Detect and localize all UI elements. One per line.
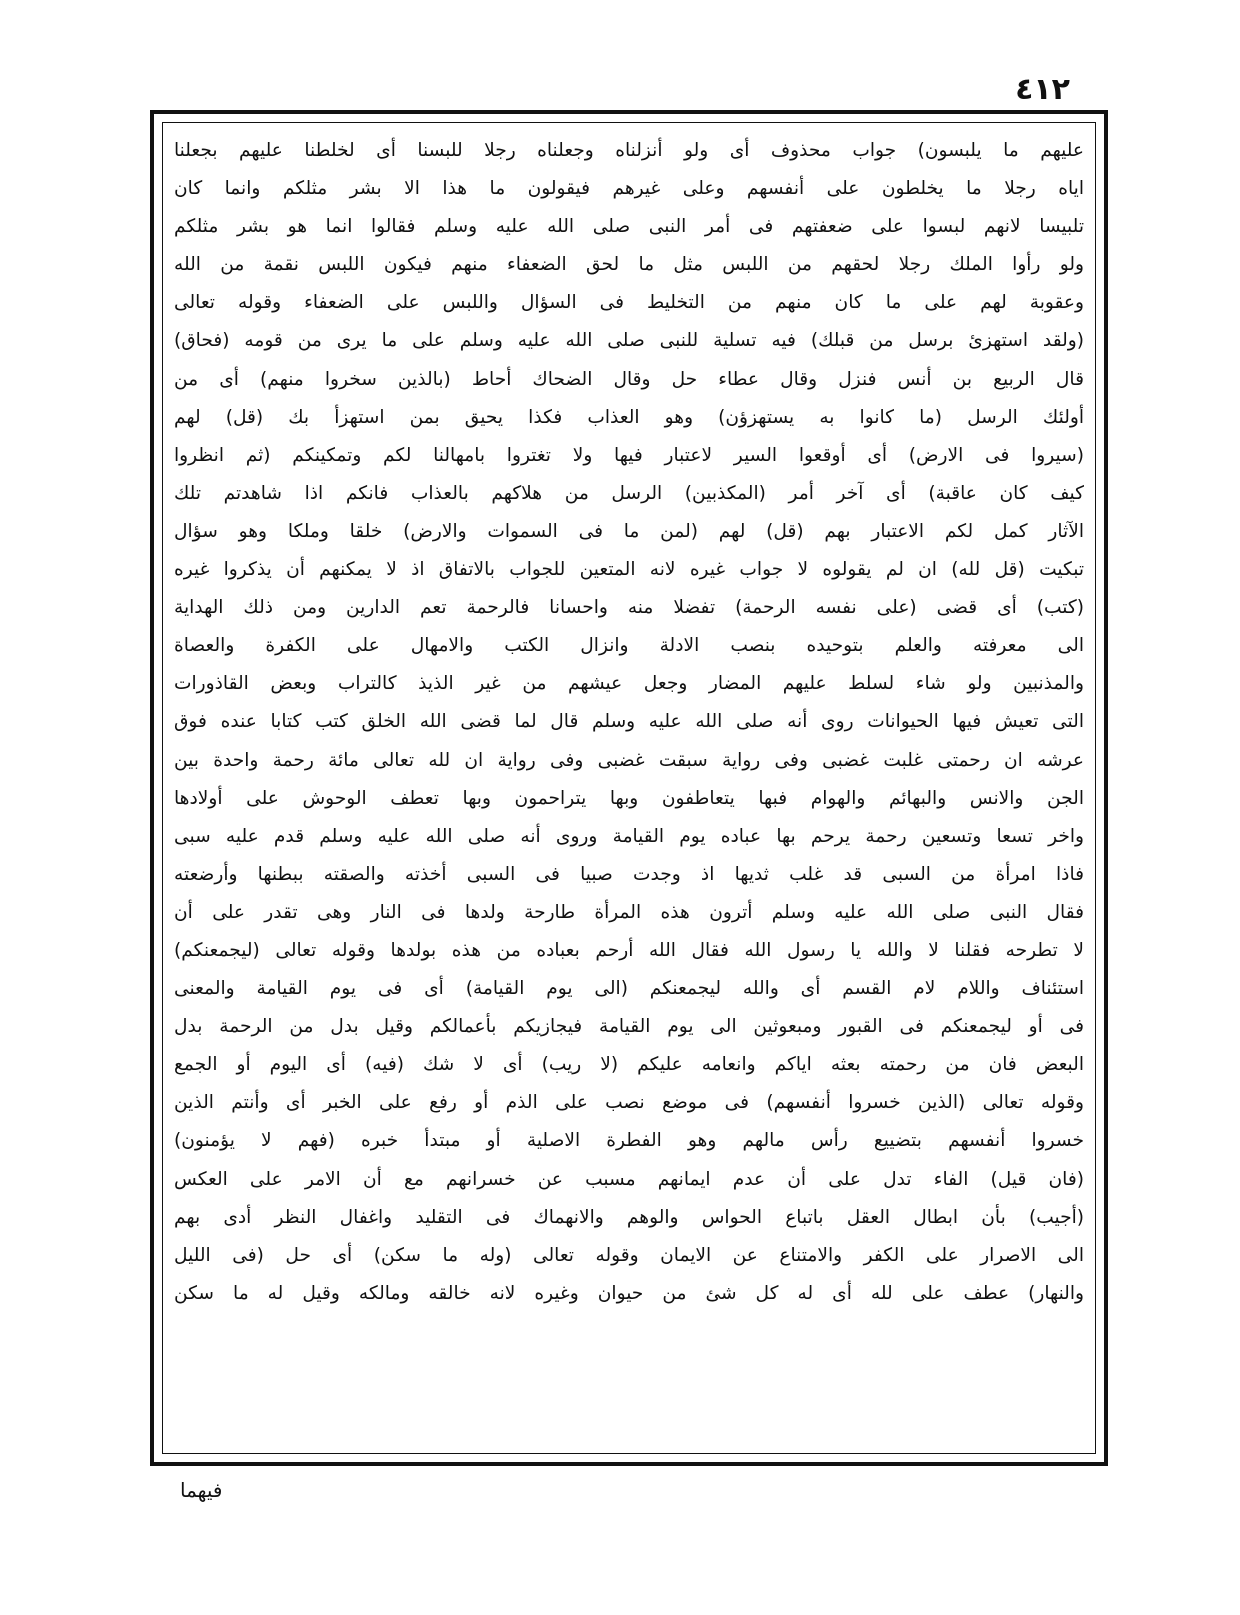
text-line: فاذا امرأة من السبى قد غلب ثديها اذ وجدت صبيا فى السبى أخذته والصقته ببطنها وأرضعته [174, 863, 1084, 885]
text-line: تلبيسا لانهم لبسوا على ضعفتهم فى أمر النبى صلى الله عليه وسلم فقالوا انما هو بشر مثلكم [174, 216, 1084, 238]
text-line: فقال النبى صلى الله عليه وسلم أترون هذه المرأة طارحة ولدها فى النار وهى تقدر على أن [174, 901, 1084, 923]
text-line: أولئك الرسل (ما كانوا به يستهزؤن) وهو العذاب فكذا يحيق بمن استهزأ بك (قل) لهم [174, 406, 1084, 428]
text-line: (فان قيل) الفاء تدل على أن عدم ايمانهم مسبب عن خسرانهم مع أن الامر على العكس [174, 1168, 1084, 1190]
text-line: الجن والانس والبهائم والهوام فبها يتعاطفون وبها يتراحمون وبها تعطف الوحوش على أولادها [174, 787, 1084, 809]
text-line: (ولقد استهزئ برسل من قبلك) فيه تسلية للنبى صلى الله عليه وسلم على ما يرى من قومه (فحاق) [174, 330, 1084, 352]
text-line: فى أو ليجمعنكم فى القبور ومبعوثين الى يوم القيامة فيجازيكم بأعمالكم وقيل بدل من الرحمة بدل [174, 1016, 1084, 1038]
text-line: استئناف واللام لام القسم أى والله ليجمعنكم (الى يوم القيامة) أى فى يوم القيامة والمعنى [174, 978, 1084, 1000]
catchword: فيهما [180, 1478, 223, 1502]
body-text [174, 132, 1084, 1448]
text-line: قال الربيع بن أنس فنزل وقال عطاء حل وقال الضحاك أحاط (بالذين سخروا منهم) أى من [174, 368, 1084, 390]
text-line: عرشه ان رحمتى غلبت غضبى وفى رواية سبقت غضبى وفى رواية ان لله تعالى مائة رحمة واحدة بين [174, 749, 1084, 771]
text-line: عليهم ما يلبسون) جواب محذوف أى ولو أنزلناه وجعلناه رجلا للبسنا أى لخلطنا عليهم بجعلنا [174, 140, 1084, 161]
text-line: الى الاصرار على الكفر والامتناع عن الايمان وقوله تعالى (وله ما سكن) أى حل (فى الليل [174, 1244, 1084, 1266]
text-line: الآثار كمل لكم الاعتبار بهم (قل) لهم (لمن ما فى السموات والارض) خلقا وملكا وهو سؤال [174, 520, 1084, 542]
text-line: وقوله تعالى (الذين خسروا أنفسهم) فى موضع نصب على الذم أو رفع على الخبر أى وأنتم الذين [174, 1092, 1084, 1114]
text-line: التى تعيش فيها الحيوانات روى أنه صلى الله عليه وسلم قال لما قضى الله الخلق كتب كتابا عنده فوق [174, 711, 1084, 733]
text-line: اياه رجلا ما يخلطون على أنفسهم وعلى غيرهم فيقولون ما هذا الا بشر مثلكم وانما كان [174, 178, 1084, 200]
text-line: خسروا أنفسهم بتضييع رأس مالهم وهو الفطرة الاصلية أو مبتدأ خبره (فهم لا يؤمنون) [174, 1130, 1084, 1152]
text-line: البعض فان من رحمته بعثه اياكم وانعامه عليكم (لا ريب) أى لا شك (فيه) أى اليوم أو الجمع [174, 1054, 1084, 1076]
text-line: والمذنبين ولو شاء لسلط عليهم المضار وجعل عيشهم من غير الذيذ كالتراب وبعض القاذورات [174, 673, 1084, 695]
text-line: لا تطرحه فقلنا لا والله يا رسول الله فقال الله أرحم بعباده من هذه بولدها وقوله تعالى (ليجمعنكم) [174, 939, 1084, 961]
text-line: واخر تسعا وتسعين رحمة يرحم بها عباده يوم القيامة وروى أنه صلى الله عليه وسلم قدم عليه سبى [174, 825, 1084, 847]
text-line: الى معرفته والعلم بتوحيده بنصب الادلة وانزال الكتب والامهال على الكفرة والعصاة [174, 635, 1084, 657]
page-frame [150, 110, 1108, 1466]
text-line: (سيروا فى الارض) أى أوقعوا السير لاعتبار فيها ولا تغتروا بامهالنا لكم وتمكينكم (ثم انظروا [174, 444, 1084, 466]
text-line: تبكيت (قل لله) ان لم يقولوه لا جواب غيره لانه المتعين للجواب بالاتفاق اذ لا يمكنهم أن يذكروا غيره [174, 559, 1084, 581]
text-line: (أجيب) بأن ابطال العقل باتباع الحواس والوهم والانهماك فى التقليد واغفال النظر أدى بهم [174, 1206, 1084, 1228]
text-line: (كتب) أى قضى (على نفسه الرحمة) تفضلا منه واحسانا فالرحمة تعم الدارين ومن ذلك الهداية [174, 597, 1084, 619]
text-line: كيف كان عاقبة) أى آخر أمر (المكذبين) الرسل من هلاكهم بالعذاب فانكم اذا شاهدتم تلك [174, 482, 1084, 504]
text-line: ولو رأوا الملك رجلا لحقهم من اللبس مثل ما لحق الضعفاء منهم فيكون اللبس نقمة من الله [174, 254, 1084, 276]
page-number: ٤١٢ [1015, 72, 1070, 107]
text-line: وعقوبة لهم على ما كان منهم من التخليط فى السؤال واللبس على الضعفاء وقوله تعالى [174, 292, 1084, 314]
text-line: والنهار) عطف على لله أى له كل شئ من حيوان وغيره لانه خالقه ومالكه وقيل له ما سكن [174, 1282, 1084, 1304]
